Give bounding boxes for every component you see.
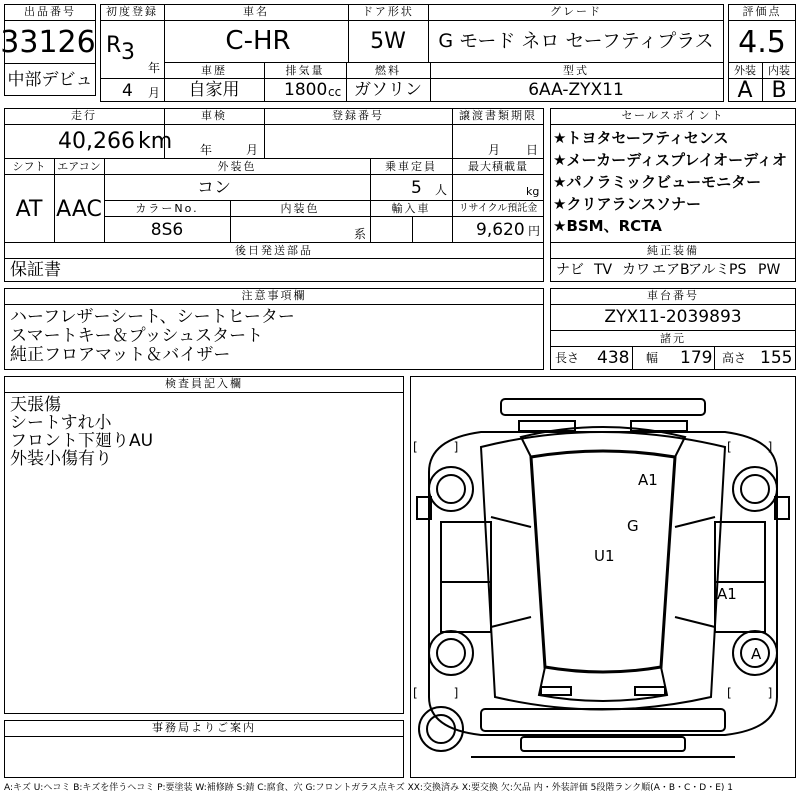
transfer-month-unit: 月 (488, 143, 501, 157)
history: 自家用 (188, 80, 240, 100)
equipment-item: アルミ (688, 262, 730, 278)
equipment-item: ナビ (556, 262, 584, 278)
inspection-label: 車検 (201, 109, 227, 122)
wheel-rear-left (429, 631, 473, 675)
equipment-item: PS (729, 262, 747, 278)
shift-label: シフト (12, 160, 46, 173)
taillight-left (541, 687, 571, 695)
sales-point: ★トヨタセーフティセンス (553, 129, 729, 147)
left-front-door (441, 522, 491, 582)
length-label: 長さ (555, 351, 580, 365)
year-unit: 年 (148, 61, 161, 75)
displacement-label: 排気量 (285, 64, 325, 77)
int-color-unit: 系 (354, 227, 367, 241)
wheel-front-right (733, 467, 777, 511)
recycle-unit: 円 (528, 224, 541, 238)
note-line: ハーフレザーシート、シートヒーター (10, 307, 295, 327)
left-rear-door (441, 582, 491, 632)
score-label: 評価点 (742, 5, 782, 18)
interior-grade: B (771, 78, 787, 103)
model-code: 6AA-ZYX11 (528, 80, 624, 100)
sales-point: ★メーカーディスプレイオーディオ (553, 151, 787, 169)
color-no-label: カラーNo. (135, 202, 199, 215)
capacity-label: 乗車定員 (385, 160, 437, 173)
grade: G モード ネロ セーフティプラス (438, 30, 714, 52)
displacement-unit: cc (328, 85, 342, 99)
shipping-parts-label: 後日発送部品 (235, 244, 313, 257)
ac-label: エアコン (57, 160, 101, 173)
damage-legend: A:キズ U:ヘコミ B:キズを伴うヘコミ P:要塗装 W:補修跡 S:錆 C:腐食、穴 G:フロントガラス点キズ XX:交換済み X:要交換 欠:欠品 内・外装評価 5段階ランク順(A・B・C・D・E) 1 (4, 783, 734, 793)
air-conditioner: AAC (56, 197, 102, 222)
debut-label: 中部デビュ (7, 70, 93, 90)
bracket-front-right: [ ] (727, 440, 773, 454)
equipment-label: 純正装備 (647, 244, 699, 257)
damage-mark-u1-roof: U1 (594, 547, 615, 565)
door-type: 5W (370, 29, 406, 54)
inspector-note: フロント下廻りAU (10, 431, 154, 451)
equipment-item: TV (594, 262, 613, 278)
bracket-rear-right: [ ] (727, 686, 773, 700)
car-diagram (411, 377, 795, 777)
right-front-door (715, 522, 765, 582)
recycle-fee: 9,620 (476, 220, 525, 240)
month-unit: 月 (148, 86, 161, 100)
equipment-item: PW (758, 262, 781, 278)
height-value: 155 (760, 348, 793, 368)
transfer-day-unit: 日 (526, 143, 539, 157)
rear-bumper (481, 709, 725, 731)
grade-label: グレード (550, 5, 602, 18)
office-label: 事務局よりご案内 (152, 721, 256, 734)
width-label: 幅 (646, 351, 659, 365)
damage-mark-a1-right-door: A1 (717, 585, 737, 603)
model-label: 型式 (563, 64, 589, 77)
mileage-label: 走行 (71, 109, 97, 122)
reg-month: 4 (122, 81, 133, 101)
car-body-outline (429, 432, 777, 735)
spec-label: 諸元 (660, 332, 686, 345)
bracket-front-left: [ ] (413, 440, 459, 454)
capacity: 5 (411, 178, 422, 198)
damage-mark-g-windshield: G (627, 517, 639, 535)
damage-mark-a-wheel: A (751, 645, 762, 663)
capacity-unit: 人 (435, 183, 448, 197)
sales-point: ★BSM、RCTA (553, 217, 662, 235)
bracket-rear-left: [ ] (413, 686, 459, 700)
ext-color-label: 外装色 (217, 160, 257, 173)
int-color-label: 内装色 (280, 202, 320, 215)
exterior-label: 外装 (734, 64, 756, 77)
import-label: 輸入車 (391, 202, 431, 215)
inspector-label: 検査員記入欄 (165, 377, 243, 390)
reg-number-label: 登録番号 (332, 109, 384, 122)
inspector-note: シートすれ小 (10, 413, 112, 433)
sales-point: ★パノラミックビューモニター (553, 173, 762, 191)
car-name-label: 車名 (243, 5, 269, 18)
displacement: 1800 (284, 80, 328, 100)
mileage-unit: km (138, 129, 173, 154)
wheel-front-left (429, 467, 473, 511)
recycle-label: リサイクル預託金 (458, 203, 538, 214)
inspection-month-unit: 月 (246, 143, 259, 157)
max-load-label: 最大積載量 (468, 160, 528, 173)
era-prefix: R (106, 33, 122, 58)
note-line: スマートキー＆プッシュスタート (10, 326, 264, 346)
sales-points-label: セールスポイント (621, 109, 725, 122)
height-label: 高さ (722, 351, 747, 365)
history-label: 車歴 (201, 64, 227, 77)
equipment-item: エアB (652, 262, 690, 278)
reg-year: 3 (121, 40, 135, 65)
fuel-label: 燃料 (375, 64, 401, 77)
color-number: 8S6 (150, 220, 184, 240)
lot-number: 33126 (0, 25, 96, 60)
fuel: ガソリン (354, 80, 422, 100)
note-line: 純正フロアマット＆バイザー (10, 345, 231, 365)
score: 4.5 (738, 25, 786, 60)
car-cabin-outline (481, 432, 725, 710)
max-load-unit: kg (526, 185, 540, 198)
sales-point: ★クリアランスソナー (553, 195, 701, 213)
chassis-label: 車台番号 (647, 289, 699, 302)
interior-label: 内装 (768, 64, 790, 77)
front-bumper (501, 399, 705, 415)
taillight-right (635, 687, 665, 695)
ext-color: コン (197, 178, 231, 198)
width-value: 179 (680, 348, 713, 368)
chassis-number: ZYX11-2039893 (604, 307, 742, 327)
transfer-deadline-label: 譲渡書類期限 (459, 109, 537, 122)
exterior-grade: A (737, 78, 753, 103)
mileage: 40,266 (58, 129, 135, 154)
first-reg-label: 初度登録 (106, 5, 158, 18)
damage-mark-a1-hood: A1 (638, 471, 658, 489)
car-diagram-box (410, 376, 796, 778)
length-value: 438 (597, 348, 630, 368)
door-label: ドア形状 (362, 5, 414, 18)
equipment-item: カワ (622, 262, 650, 278)
shift: AT (15, 197, 43, 222)
lot-number-label: 出品番号 (24, 5, 76, 18)
car-name: C-HR (225, 26, 291, 56)
notes-label: 注意事項欄 (241, 289, 307, 302)
shipping-parts: 保証書 (10, 260, 61, 280)
inspection-year-unit: 年 (200, 143, 213, 157)
inspector-note: 天張傷 (10, 395, 61, 415)
inspector-note: 外装小傷有り (10, 449, 112, 469)
